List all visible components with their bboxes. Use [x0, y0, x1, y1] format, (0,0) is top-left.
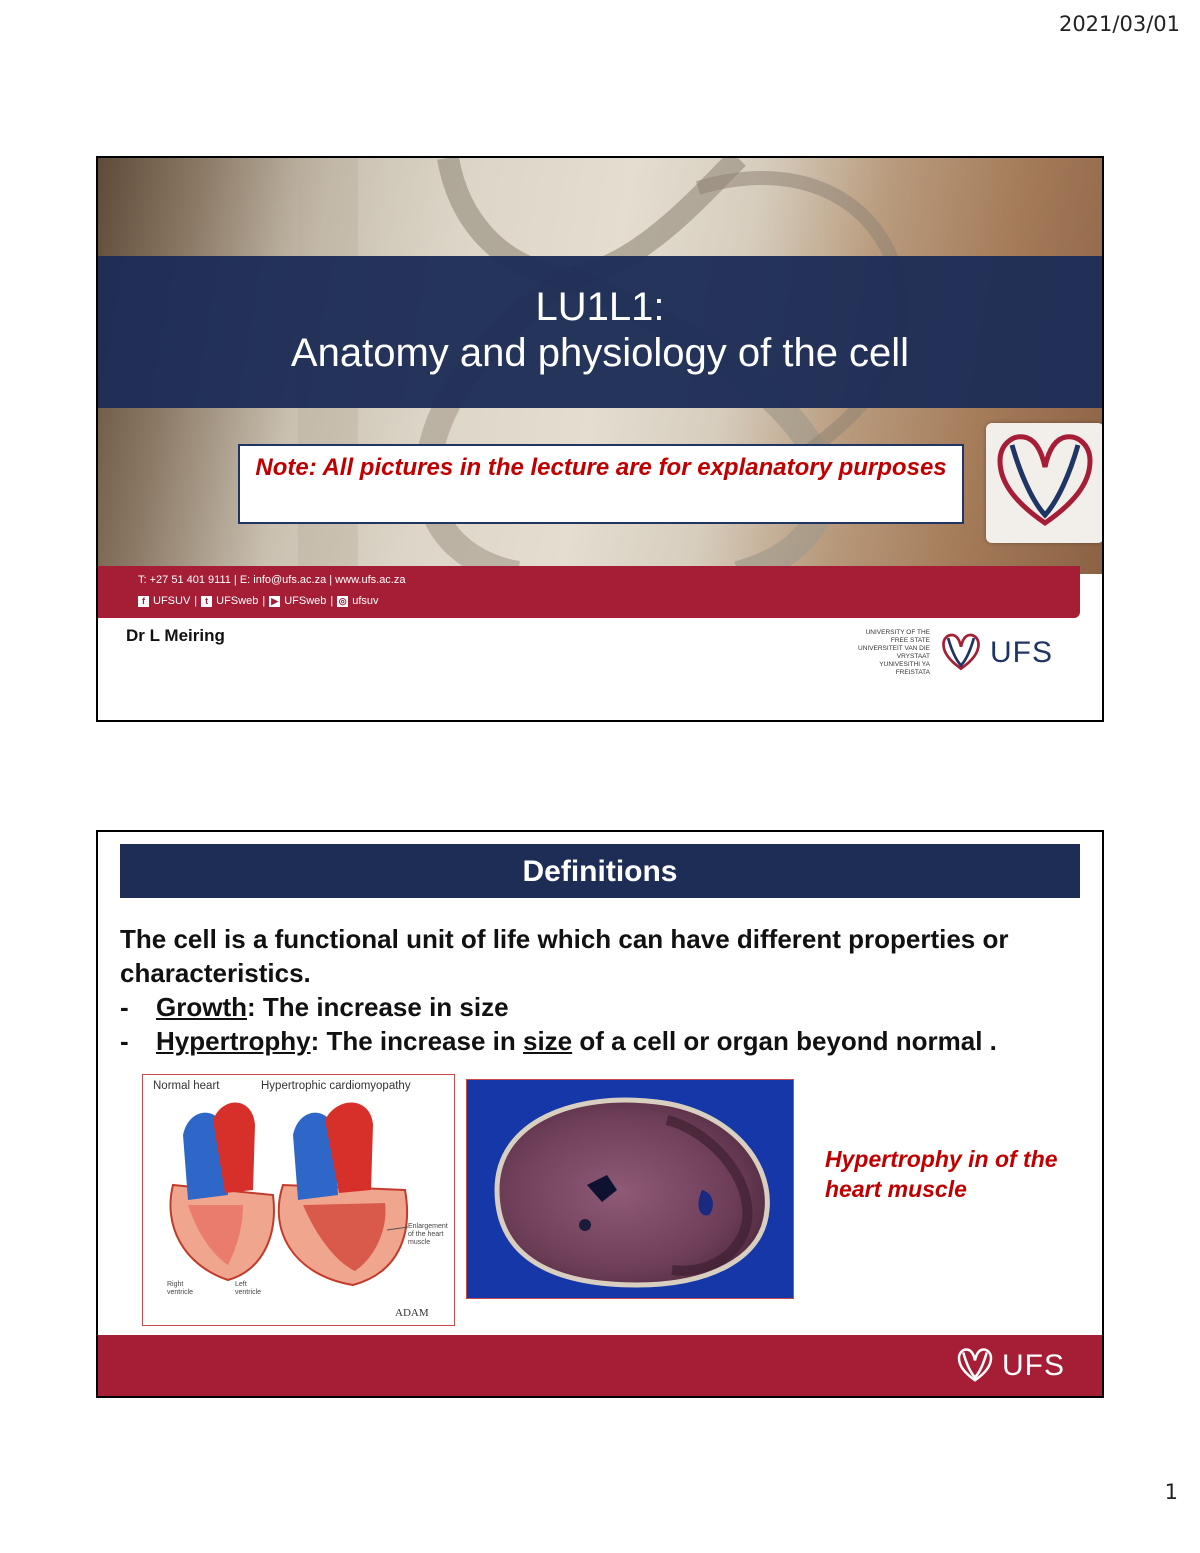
heart-comparison-figure [142, 1074, 455, 1326]
social-link-facebook[interactable]: UFSUV [153, 595, 191, 607]
twitter-icon: t [201, 596, 212, 607]
social-link-twitter[interactable]: UFSweb [216, 595, 259, 607]
definition-hypertrophy-a: : The increase in [310, 1026, 523, 1056]
bullet-marker: - [120, 1026, 129, 1056]
definition-growth: : The increase in size [247, 992, 509, 1022]
slide-title-line-1: LU1L1: [535, 285, 665, 329]
definition-hypertrophy-b: of a cell or organ beyond normal . [572, 1026, 997, 1056]
label-left-ventricle: Left ventricle [235, 1281, 262, 1296]
facebook-icon: f [138, 596, 149, 607]
author-name: Dr L Meiring [126, 626, 225, 645]
youtube-icon: ▶ [269, 596, 280, 607]
term-hypertrophy: Hypertrophy [156, 1026, 311, 1056]
ufs-logo-tile [986, 423, 1104, 543]
definitions-slide [96, 830, 1104, 1398]
title-slide [96, 156, 1104, 722]
cell-intro: The cell is a functional unit of life which can have different properties or characteristics. [120, 924, 1009, 988]
label-hypertrophic: Hypertrophic cardiomyopathy [261, 1080, 411, 1092]
contact-footer [98, 566, 1080, 618]
slide-footer [98, 1335, 1102, 1396]
heart-specimen-image [467, 1080, 793, 1298]
adam-credit: ADAM [395, 1307, 429, 1319]
ufs-logo-text: UFS [990, 636, 1053, 669]
ufs-heart-white-icon [954, 1343, 996, 1389]
heart-cross-section-photo [466, 1079, 794, 1299]
definitions-text [120, 922, 1090, 1058]
slide-header: Definitions [120, 844, 1080, 898]
bullet-marker: - [120, 992, 129, 1022]
instagram-icon: ◎ [338, 595, 347, 606]
social-link-youtube[interactable]: UFSweb [284, 595, 327, 607]
social-links: f UFSUV | t UFSweb | ▶ UFSweb | ◎ ufsuv [138, 595, 379, 607]
slide-title-line-2: Anatomy and physiology of the cell [290, 331, 910, 375]
bullet-hypertrophy [120, 1024, 1090, 1058]
label-normal-heart: Normal heart [153, 1080, 220, 1092]
bullet-growth [120, 990, 1090, 1024]
ufs-footer-logo-text: UFS [1002, 1349, 1065, 1382]
term-growth: Growth [156, 992, 247, 1022]
term-size: size [522, 1026, 573, 1056]
label-enlargement: Enlargement of the heart muscle [408, 1223, 448, 1246]
ufs-university-logo [858, 628, 1053, 678]
contact-info: T: +27 51 401 9111 | E: info@ufs.ac.za | www.ufs.ac.za [138, 574, 406, 586]
university-name-lines: UNIVERSITY OF THE FREE STATE UNIVERSITEIT VAN DIE VRYSTAAT YUNIVESITHI YA FREISTATA [858, 629, 930, 676]
title-banner [98, 256, 1102, 408]
ufs-heart-logo-icon [986, 423, 1104, 543]
ufs-heart-small-icon [938, 628, 984, 678]
page-date: 2021/03/01 [1058, 12, 1180, 36]
page-number: 1 [1164, 1480, 1178, 1504]
explanatory-note: Note: All pictures in the lecture are for explanatory purposes [238, 444, 964, 524]
label-right-ventricle: Right ventricle [167, 1281, 194, 1296]
hypertrophy-caption: Hypertrophy in of the heart muscle [825, 1146, 1058, 1202]
ufs-footer-logo [954, 1343, 1065, 1389]
social-link-instagram[interactable]: ufsuv [352, 595, 379, 607]
